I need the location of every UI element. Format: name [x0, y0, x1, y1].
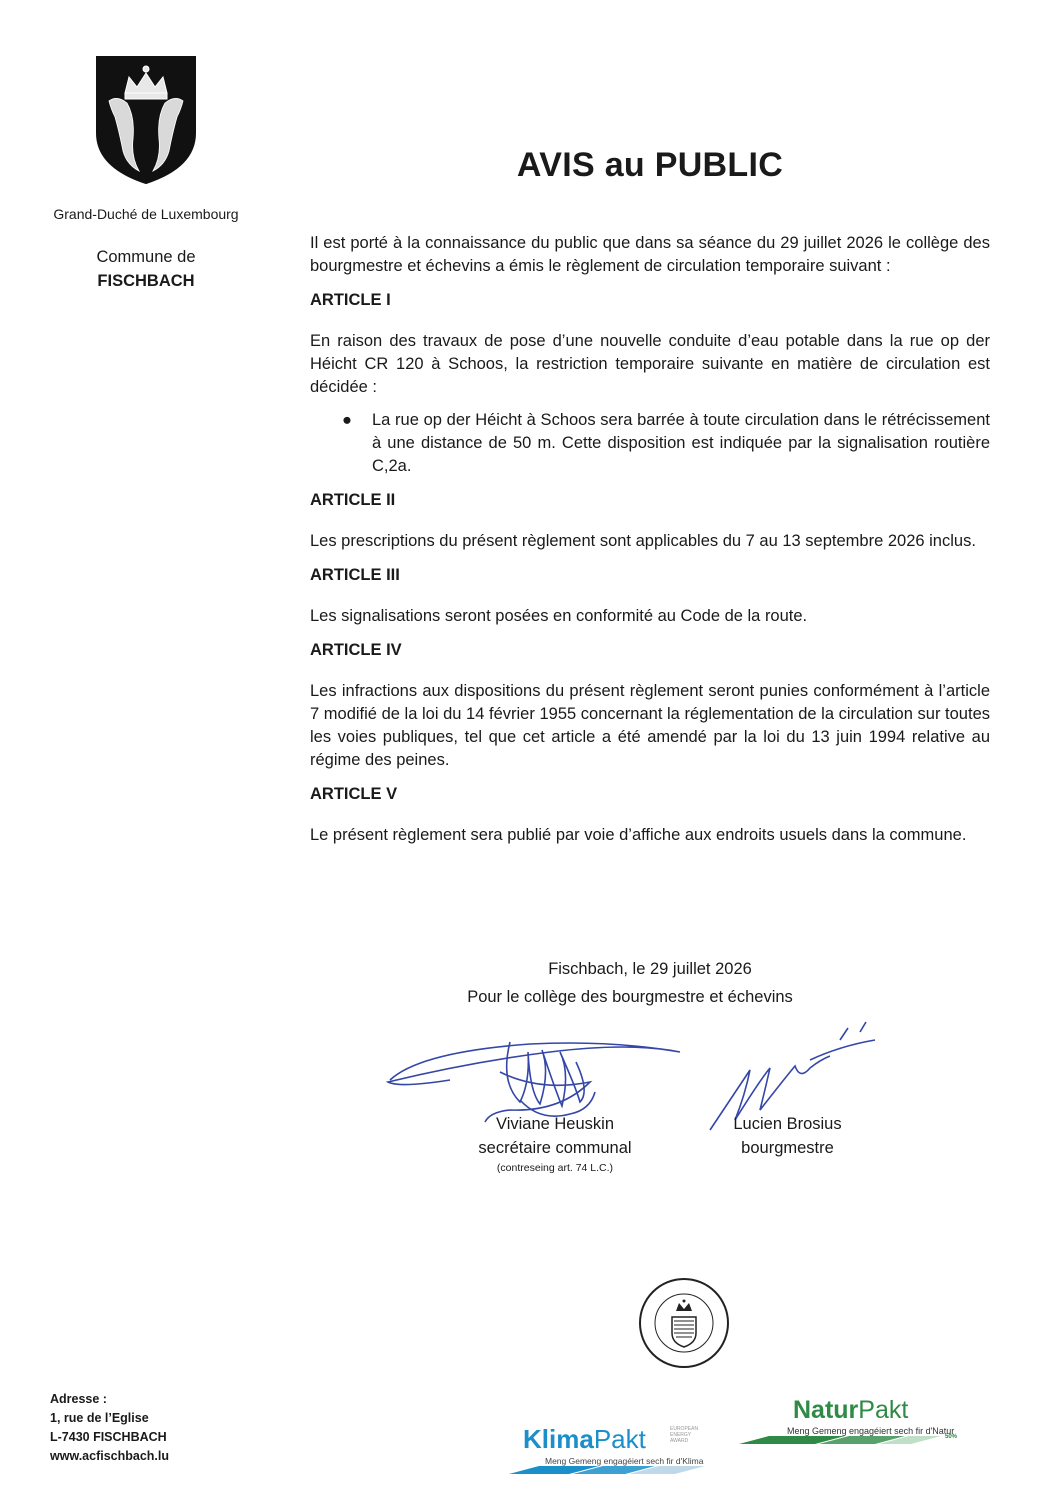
signature-on-behalf: Pour le collège des bourgmestre et échevins — [467, 988, 793, 1006]
intro-paragraph: Il est porté à la connaissance du public que dans sa séance du 29 juillet 2026 le collège des bourgmestre et échevins a émis le règlement de circulation temporaire suivant : — [310, 234, 990, 275]
klimapakt-wordmark — [523, 1424, 646, 1455]
article-3-heading: ARTICLE III — [310, 566, 400, 584]
commune-name: FISCHBACH — [97, 272, 195, 290]
article-4-heading: ARTICLE IV — [310, 641, 402, 659]
signatory-1-name: Viviane Heuskin — [495, 1115, 614, 1133]
signature-place-date: Fischbach, le 29 juillet 2026 — [548, 960, 752, 978]
address-label: Adresse : — [50, 1392, 107, 1406]
address-street: 1, rue de l’Eglise — [50, 1411, 149, 1425]
klimapakt-word-light: Pakt — [593, 1424, 646, 1454]
country-name: Grand-Duché de Luxembourg — [53, 206, 239, 222]
address-block — [50, 1390, 250, 1466]
article-1-heading: ARTICLE I — [310, 291, 391, 309]
article-2-heading: ARTICLE II — [310, 491, 396, 509]
article-2-text: Les prescriptions du présent règlement sont applicables du 7 au 13 septembre 2026 inclus. — [310, 532, 976, 550]
coat-of-arms-logo — [95, 55, 197, 185]
signatory-2-role: bourgmestre — [741, 1139, 834, 1157]
bullet-icon: ● — [342, 411, 352, 429]
document-body — [310, 232, 990, 851]
address-city: L-7430 FISCHBACH — [50, 1430, 167, 1444]
klimapakt-word-bold: Klima — [523, 1424, 594, 1454]
naturpakt-progress-bar — [735, 1434, 945, 1446]
klimapakt-award-text: EUROPEAN ENERGY AWARD — [670, 1426, 699, 1444]
page-title: AVIS au PUBLIC — [516, 146, 784, 184]
commune-label: Commune de — [96, 248, 196, 266]
klimapakt-logo — [505, 1420, 735, 1480]
signatory-1-role: secrétaire communal — [478, 1139, 632, 1157]
naturpakt-wordmark — [793, 1396, 908, 1425]
signatory-1-note: (contreseing art. 74 L.C.) — [496, 1162, 614, 1174]
naturpakt-word-light: Pakt — [858, 1396, 909, 1424]
naturpakt-word-bold: Natur — [793, 1396, 859, 1424]
commune-block — [30, 245, 262, 293]
klimapakt-progress-bar — [505, 1464, 735, 1476]
article-1-bullet-text: La rue op der Héicht à Schoos sera barrée à toute circulation dans le rétrécissement à une distance de 50 m. Cette disposition est indiquée par la signalisation routière C,2a. — [372, 411, 990, 475]
article-5-heading: ARTICLE V — [310, 785, 398, 803]
naturpakt-logo — [735, 1390, 995, 1460]
article-5-text: Le présent règlement sera publié par voie d’affiche aux endroits usuels dans la commune. — [310, 826, 967, 844]
naturpakt-percent: 50% — [945, 1434, 958, 1440]
article-1-list — [310, 409, 990, 478]
official-stamp — [636, 1275, 732, 1371]
naturpakt-tagline: Meng Gemeng engagéiert sech fir d'Natur — [787, 1426, 955, 1436]
article-1-bullet-item — [342, 409, 990, 478]
article-4-text: Les infractions aux dispositions du présent règlement seront punies conformément à l’article 7 modifié de la loi du 14 février 1955 concernant la réglementation de la circulation sur toutes les voies publiques, tel que cet article a été amendé par la loi du 13 juin 1994 relative au régime des peines. — [310, 682, 990, 769]
article-1-text: En raison des travaux de pose d’une nouvelle conduite d’eau potable dans la rue op der Héicht CR 120 à Schoos, la restriction temporaire suivante en matière de circulation est décidée : — [310, 332, 990, 396]
klimapakt-tagline: Meng Gemeng engagéiert sech fir d'Klima — [545, 1456, 704, 1466]
article-3-text: Les signalisations seront posées en conformité au Code de la route. — [310, 607, 808, 625]
address-website[interactable]: www.acfischbach.lu — [50, 1449, 170, 1463]
signatory-2-name: Lucien Brosius — [733, 1115, 842, 1133]
